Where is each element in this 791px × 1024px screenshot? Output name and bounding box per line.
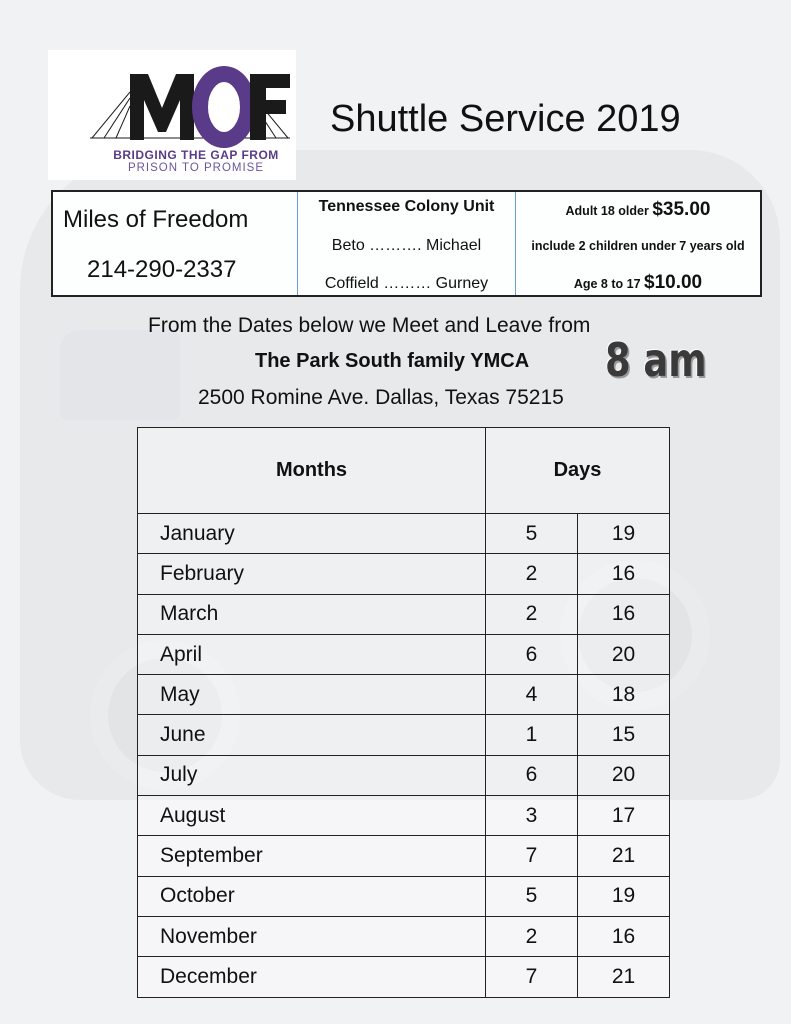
schedule-row [138,594,670,634]
months-header: Months [138,428,486,514]
organization-name: Miles of Freedom [63,206,249,233]
first-date-cell: 2 [486,916,578,956]
schedule-header-row [138,428,670,514]
month-cell: August [138,796,486,836]
schedule-row [138,554,670,594]
meeting-intro: From the Dates below we Meet and Leave from [148,314,591,337]
month-cell: June [138,715,486,755]
first-date-cell: 1 [486,715,578,755]
unit-title: Tennessee Colony Unit [318,198,495,215]
second-date-cell: 16 [578,594,670,634]
unit-column [298,192,516,295]
logo-tagline-2: PRISON TO PROMISE [127,162,265,174]
youth-price [516,272,760,294]
second-date-cell: 21 [578,836,670,876]
second-date-cell: 21 [578,957,670,997]
schedule-row [138,715,670,755]
second-date-cell: 15 [578,715,670,755]
second-date-cell: 19 [578,514,670,554]
schedule-row [138,755,670,795]
month-cell: November [138,916,486,956]
first-date-cell: 5 [486,876,578,916]
first-date-cell: 5 [486,514,578,554]
month-cell: March [138,594,486,634]
month-cell: February [138,554,486,594]
month-cell: April [138,634,486,674]
adult-price [516,199,760,221]
first-date-cell: 3 [486,796,578,836]
schedule-table [137,427,670,998]
month-cell: December [138,957,486,997]
month-cell: July [138,755,486,795]
second-date-cell: 19 [578,876,670,916]
schedule-row [138,514,670,554]
schedule-row [138,957,670,997]
second-date-cell: 20 [578,755,670,795]
month-cell: September [138,836,486,876]
first-date-cell: 2 [486,594,578,634]
contact-column [53,192,298,295]
unit-route-1: Beto ………. Michael [331,237,482,254]
month-cell: October [138,876,486,916]
second-date-cell: 18 [578,675,670,715]
first-date-cell: 6 [486,755,578,795]
mof-logo [48,50,296,180]
second-date-cell: 17 [578,796,670,836]
schedule-row [138,916,670,956]
month-cell: May [138,675,486,715]
second-date-cell: 16 [578,916,670,956]
meeting-place: The Park South family YMCA [255,350,530,372]
adult-price-amount: $35.00 [652,199,711,220]
schedule-row [138,836,670,876]
info-box [51,190,762,297]
logo-tagline-1: BRIDGING THE GAP FROM [113,148,279,162]
organization-phone: 214-290-2337 [87,256,237,283]
meeting-address: 2500 Romine Ave. Dallas, Texas 75215 [198,386,564,409]
schedule-row [138,876,670,916]
youth-price-amount: $10.00 [644,272,703,293]
schedule-row [138,796,670,836]
first-date-cell: 7 [486,957,578,997]
days-header: Days [486,428,670,514]
second-date-cell: 20 [578,634,670,674]
schedule-row [138,675,670,715]
first-date-cell: 7 [486,836,578,876]
bridge-logo-icon [90,62,290,152]
first-date-cell: 6 [486,634,578,674]
children-note: include 2 children under 7 years old [531,239,745,253]
first-date-cell: 2 [486,554,578,594]
second-date-cell: 16 [578,554,670,594]
schedule-row [138,634,670,674]
pricing-column [516,192,760,295]
adult-price-label: Adult 18 older [565,204,653,218]
first-date-cell: 4 [486,675,578,715]
departure-time: 8 am [605,333,707,387]
schedule-body [138,514,670,998]
month-cell: January [138,514,486,554]
unit-route-2: Coffield ……… Gurney [324,275,489,292]
youth-price-label: Age 8 to 17 [573,277,645,291]
page-title: Shuttle Service 2019 [330,98,681,140]
